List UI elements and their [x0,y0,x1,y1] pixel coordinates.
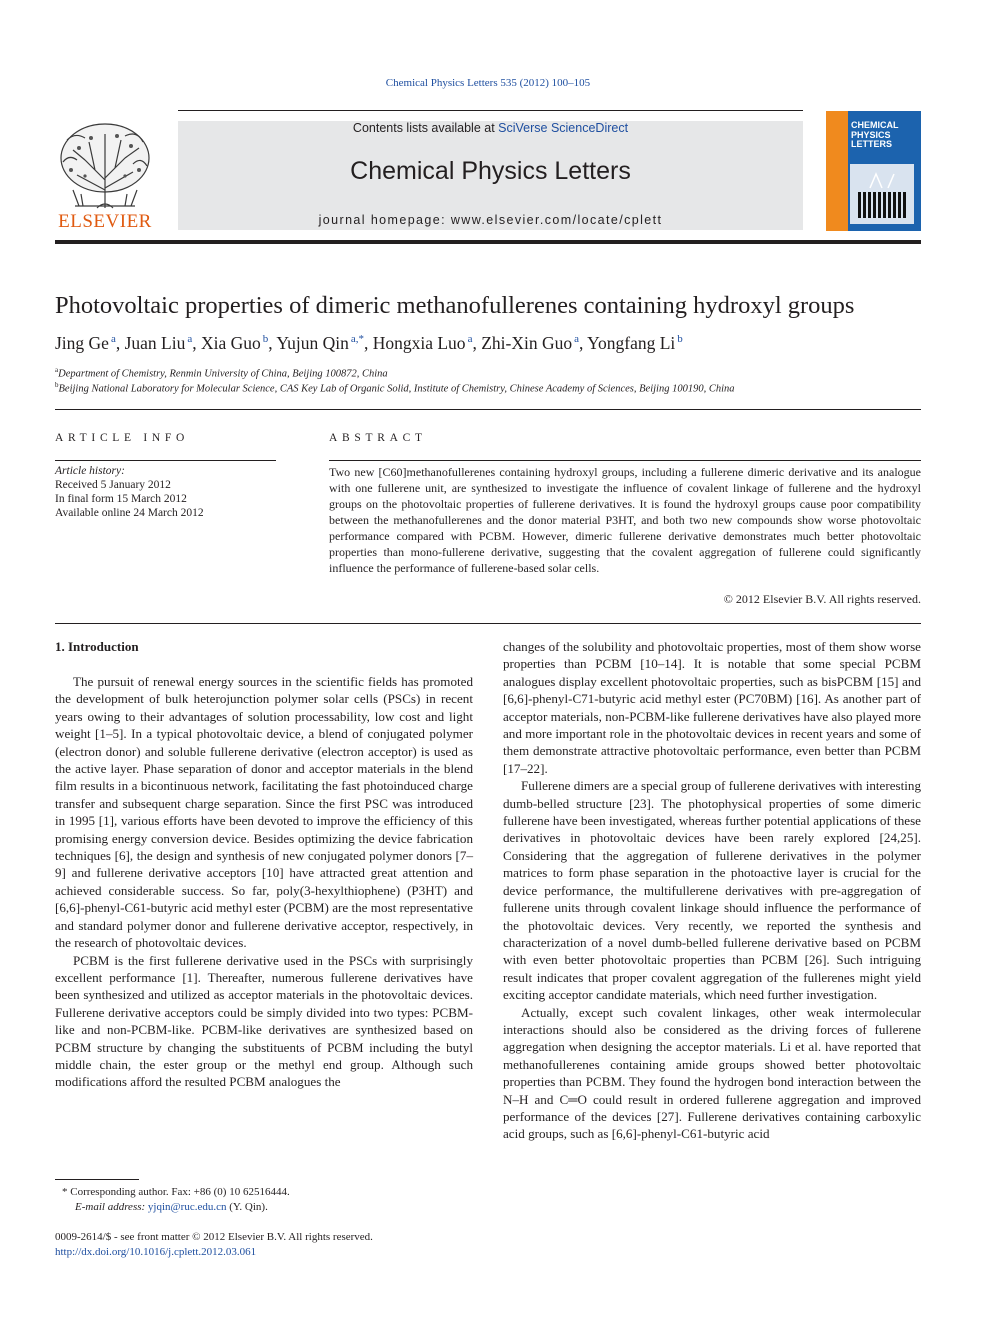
issn-line: 0009-2614/$ - see front matter © 2012 Elsevier B.V. All rights reserved. [55,1231,373,1243]
affiliation-marker: b [55,381,59,389]
corresponding-author-note: * Corresponding author. Fax: +86 (0) 10 62516444. [62,1186,290,1198]
history-label: Article history: [55,465,125,477]
front-matter-info [55,1230,555,1259]
affiliation-b [55,381,921,395]
author-name[interactable]: Hongxia Luo [372,333,466,353]
cover-color-strip [826,111,848,231]
history-online: Available online 24 March 2012 [55,507,204,519]
abstract-copyright: © 2012 Elsevier B.V. All rights reserved. [723,592,921,606]
article-info-heading: ARTICLE INFO [55,432,189,444]
doi-link[interactable]: http://dx.doi.org/10.1016/j.cplett.2012.03.061 [55,1245,257,1258]
author-list: Jing Ge $^a$, Juan Liu $^a$, Xia Guo $^b$, Yujun Qin $^{a,*}$, Hongxia Luo $^a$, Zhi-Xin Guo $^a$, Yongfang Li $^b$ [55,333,683,353]
author-name[interactable]: Juan Liu [124,333,186,353]
cover-title-line: LETTERS [851,139,893,149]
header-thick-rule [55,240,921,244]
journal-title: Chemical Physics Letters [350,157,631,185]
body-paragraph: Fullerene dimers are a special group of fullerene derivatives with interesting dumb-belled structure [23]. The photophysical properties of some dimeric fullerene have been investigated, whereas further potential applications of these derivatives in photovoltaic devices have been rarely explored [24,25]. Considering that the aggregation of fullerene derivatives in the polymer matrices to form phase separation in the photoactive layer is crucial for the device performance, the multifullerene derivatives with pre-aggregation of fullerene units through covalent linkage should influence the performance of the photovoltaic devices. Very recently, we reported the synthesis and characterization of a novel dumb-belled fullerene derivative based on PCBM with even better photovoltaic properties than PCBM [26]. Such intriguing result indicates that proper covalent aggregation of the fullerenes might yield exciting acceptor candidate materials, which need further investigation. [503,778,921,1003]
affiliation-marker: a [55,366,59,374]
article-info-rule [55,460,276,461]
contents-availability-line [178,121,803,135]
author-name[interactable]: Zhi-Xin Guo [481,333,573,353]
section-heading-introduction: 1. Introduction [55,639,139,654]
body-paragraph: Actually, except such covalent linkages, other weak intermolecular interactions should also be considered as the driving forces of fullerene aggregation when designing the acceptor materials. Li et al. have reported that methanofullerenes containing amide groups showed better photovoltaic properties than PCBM. They found the hydrogen bond interaction between the N–H and C═O could result in ordered fullerene aggregation and improved performance of the devices [27]. Fullerene derivatives containing carboxylic acid groups, such as [6,6]-phenyl-C61-butyric acid [503,1004,921,1142]
article-history [55,464,276,520]
email-suffix: (Y. Qin). [226,1200,268,1213]
body-column-left [55,673,473,1091]
author-affiliation-marker[interactable]: b [262,333,269,346]
body-column-right [503,638,921,1143]
author-name[interactable]: Yujun Qin [276,333,349,353]
email-note [62,1200,473,1215]
author-affiliation-marker[interactable]: b [677,333,683,346]
elsevier-wordmark: ELSEVIER [58,211,152,232]
history-final-form: In final form 15 March 2012 [55,493,187,505]
header-top-rule [178,110,803,111]
abstract-text: Two new [C60]methanofullerenes containing hydroxyl groups, including a fullerene dimeric derivative and its analogue with one fullerene unit, are synthesized to investigate the influence of covalent linkage of fullerene and the hydroxyl groups on the photovoltaic properties of fullerene derivatives. It is found the hydroxyl groups cause poor compatibility between the methanofullerenes and the donor material P3HT, and both two new compounds show worse photovoltaic performance compared with PCBM. However, dimeric fullerene derivative demonstrates much better photovoltaic properties than mono-fullerene derivative, suggesting that the covalent aggregation of fullerene could significantly influence the performance of fullerene-based solar cells. [329,465,921,575]
footnote-rule [55,1179,139,1180]
body-paragraph: PCBM is the first fullerene derivative used in the PSCs with surprisingly excellent performance [1]. Thereafter, numerous fullerene derivatives have been synthesized and utilized as acceptor materials in the photovoltaic devices. Fullerene derivative acceptors could be simply divided into two types: PCBM-like and non-PCBM-like. PCBM-like derivatives are synthesized based on PCBM structure by changing the substituents of PCBM including the butyl middle chain, the ester group or the methyl end group. Although such modifications afford the resulted PCBM analogues the [55,952,473,1090]
author-affiliation-marker[interactable]: a [110,333,116,346]
author-affiliation-marker[interactable]: a,* [350,333,364,346]
email-link[interactable]: yjqin@ruc.edu.cn [147,1200,227,1213]
affiliation-rule [55,409,921,410]
body-paragraph: The pursuit of renewal energy sources in the scientific fields has promoted the development of bulk heterojunction polymer solar cells (PSCs) in recent years owing to their advantages of solution processability, low cost and light weight [1–5]. In a typical photovoltaic device, a blend of conjugated polymer (electron donor) and soluble fullerene derivative (electron acceptor) is used as the active layer. Phase separation of donor and acceptor materials in the blend film results in a bicontinuous network, facilitating the fast photoinduced charge transfer and subsequent charge separation. Since the first PSC was introduced in 1995 [1], various efforts have been devoted to improve the efficiency of this promising energy conversion device. Besides optimizing the device fabrication techniques [6], the design and synthesis of new conjugated polymer donors [7–9] and fullerene derivative acceptors [10] have attracted great attention and achieved considerable success. So far, poly(3-hexylthiophene) (P3HT) and [6,6]-phenyl-C61-butyric acid methyl ester (PCBM) are the most representative and standard polymer donor and fullerene derivative acceptor, respectively, in the research of photovoltaic devices. [55,674,473,951]
author-name[interactable]: Jing Ge [55,333,109,353]
author-affiliation-marker[interactable]: a [467,333,473,346]
sciencedirect-link[interactable]: SciVerse ScienceDirect [498,121,629,135]
author-name[interactable]: Xia Guo [201,333,261,353]
abstract-rule [329,460,921,461]
contents-prefix: Contents lists available at [352,121,499,135]
article-title: Photovoltaic properties of dimeric methanofullerenes containing hydroxyl groups [55,292,855,319]
cover-title-line: CHEMICAL [851,120,899,130]
cover-illustration-icon [850,164,914,224]
author-affiliation-marker[interactable]: a [574,333,579,346]
cover-title-line: PHYSICS [851,129,891,140]
journal-citation[interactable]: Chemical Physics Letters 535 (2012) 100–105 [385,77,591,89]
cover-title [851,121,899,150]
email-label: E-mail address: [75,1200,148,1213]
affiliation-a [55,366,921,380]
journal-cover-image-icon[interactable] [826,111,921,231]
affiliation-text: Beijing National Laboratory for Molecular Science, CAS Key Lab of Organic Solid, Institute of Chemistry, Chinese Academy of Sciences, Beijing 100190, China [58,383,735,395]
corresponding-author-footnote [55,1185,473,1214]
history-received: Received 5 January 2012 [55,479,171,491]
author-name[interactable]: Yongfang Li [587,333,676,353]
body-separator-rule [55,623,921,624]
affiliation-text: Department of Chemistry, Renmin University of China, Beijing 100872, China [58,368,388,380]
abstract-heading: ABSTRACT [329,432,427,444]
journal-homepage-link[interactable]: journal homepage: www.elsevier.com/locate/cplett [318,213,663,227]
body-paragraph: changes of the solubility and photovoltaic properties, most of them show worse properties than PCBM [10–14]. It is notable that some special PCBM analogues display excellent photovoltaic properties, such as bisPCBM [15] and [6,6]-phenyl-C71-butyric acid methyl ester (PC70BM) [16]. As another part of acceptor materials, non-PCBM-like fullerene derivatives have also played more and more important role in the photovoltaic devices in recent years and some of them demonstrate attractive photovoltaic performance, even better than PCBM [17–22]. [503,639,921,776]
author-affiliation-marker[interactable]: a [187,333,193,346]
